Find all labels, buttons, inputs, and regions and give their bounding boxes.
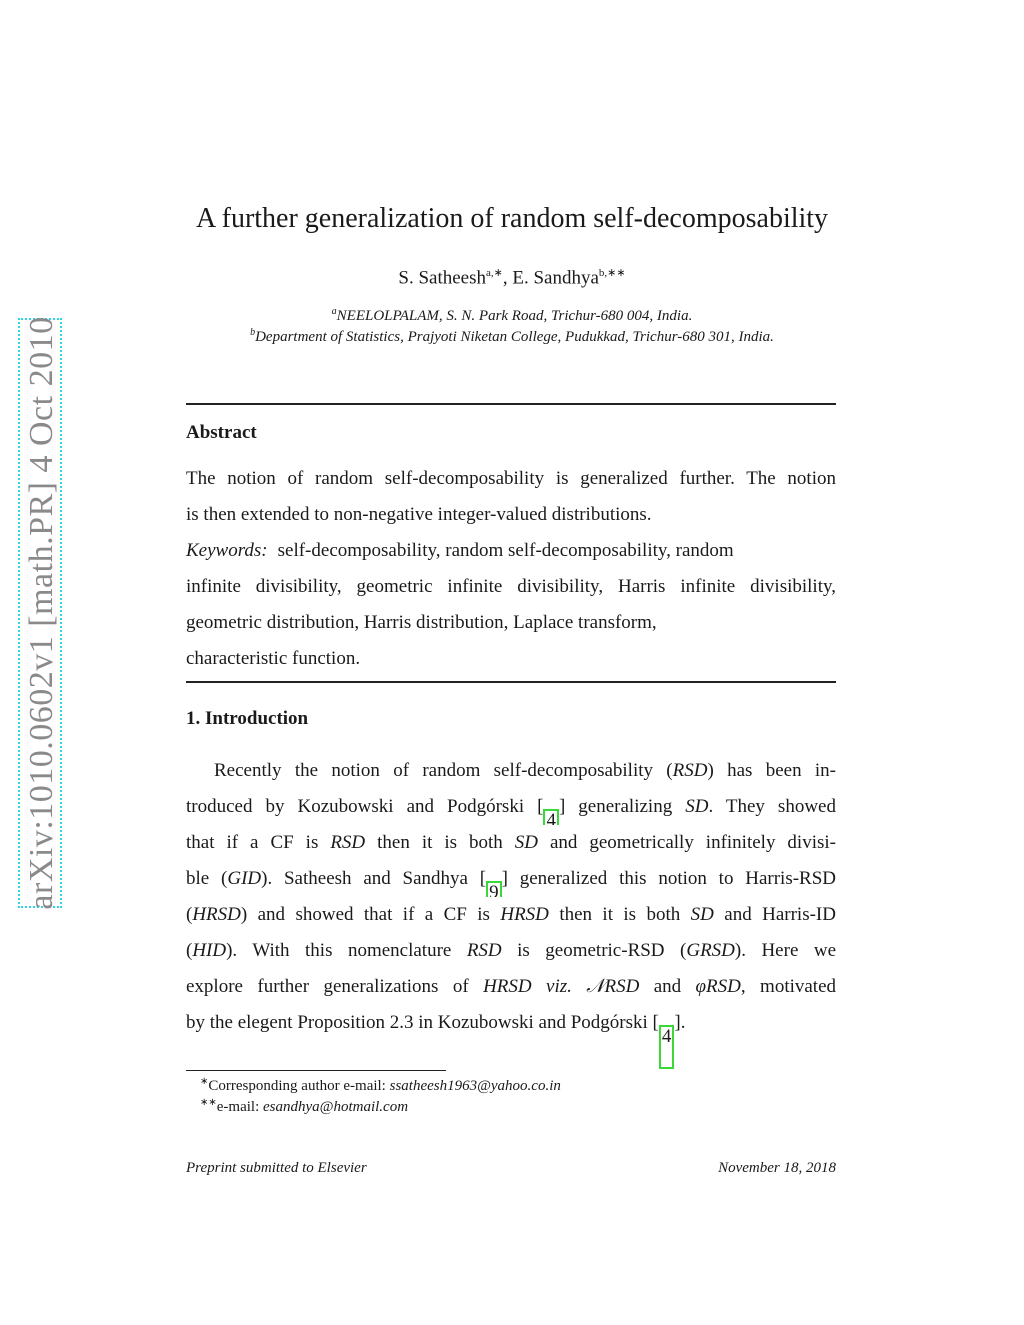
intro-text: by the elegent Proposition 2.3 in Kozubowski and Podgórski <box>186 1012 653 1033</box>
footnote-rule <box>186 1070 446 1071</box>
math-symbol: HRSD <box>192 904 241 925</box>
author-2-marks: b,∗∗ <box>598 267 626 279</box>
keywords-line-2: infinite divisibility, geometric infinite divisibility, Harris infinite divisibility, <box>186 576 836 597</box>
keywords-line-4: characteristic function. <box>186 648 361 669</box>
intro-line-5 <box>186 897 836 933</box>
intro-text: , motivated <box>740 976 836 997</box>
intro-text: explore further generalizations of <box>186 976 484 997</box>
intro-text: ). With this nomenclature <box>226 940 467 961</box>
abstract-line-2: is then extended to non-negative integer-valued distributions. <box>186 504 652 525</box>
footnote-2-label: e-mail: <box>216 1099 263 1115</box>
intro-text: generalizing <box>565 796 686 817</box>
keywords-line-1 <box>186 533 836 569</box>
intro-text: and geometrically infinitely divisi- <box>537 832 836 853</box>
preprint-date: November 18, 2018 <box>718 1160 836 1176</box>
section-heading-introduction: 1. Introduction <box>186 708 309 729</box>
author-1: S. Satheesh <box>398 267 486 289</box>
introduction-body <box>186 753 836 1047</box>
intro-text: ble ( <box>186 868 228 889</box>
affiliation-b-text: Department of Statistics, Prajyoti Niketan College, Pudukkad, Trichur-680 301, India. <box>255 329 774 345</box>
affiliation-b <box>0 327 1024 346</box>
affiliation-a-mark: a <box>331 306 337 317</box>
intro-text: ). Satheesh and Sandhya <box>261 868 480 889</box>
footnote-email <box>200 1097 408 1116</box>
math-symbol: RSD <box>330 832 366 853</box>
intro-text: . <box>680 1012 686 1033</box>
footnote-1-mark: ∗ <box>200 1076 209 1087</box>
intro-text: ) and showed that if a CF is <box>240 904 501 925</box>
corresponding-email-link[interactable]: ssatheesh1963@yahoo.co.in <box>389 1078 561 1094</box>
abstract-top-rule <box>186 403 836 405</box>
intro-line-4: ble (GID). Satheesh and Sandhya [9] generalized this notion to Harris-RSD <box>186 861 836 897</box>
authors <box>0 266 1024 289</box>
arxiv-identifier: arXiv:1010.0602v1 [math.PR] 4 Oct 2010 <box>23 316 60 910</box>
author-2: E. Sandhya <box>512 267 599 289</box>
math-symbol: RSD <box>672 760 708 781</box>
footnote-corresponding <box>200 1076 561 1095</box>
affiliation-b-mark: b <box>250 327 256 338</box>
intro-text: that if a CF is <box>186 832 331 853</box>
math-symbol: RSD <box>466 940 502 961</box>
intro-text: then it is both <box>365 832 515 853</box>
intro-text: ) has been in- <box>707 760 836 781</box>
keywords-line-3: geometric distribution, Harris distribution, Laplace transform, <box>186 612 657 633</box>
citation-link-4[interactable]: 4 <box>543 809 559 825</box>
abstract-heading: Abstract <box>186 422 257 443</box>
intro-text: and Harris-ID <box>713 904 836 925</box>
preprint-note: Preprint submitted to Elsevier <box>186 1160 367 1176</box>
math-symbol: φRSD <box>695 976 741 997</box>
math-symbol: HID <box>192 940 227 961</box>
intro-text: . They showed <box>708 796 836 817</box>
math-symbol: HRSD viz. 𝒩RSD <box>483 976 640 997</box>
intro-text: then it is both <box>548 904 691 925</box>
author-separator: , <box>502 267 513 289</box>
paper-title: A further generalization of random self-decomposability <box>195 203 829 234</box>
abstract-line-1: The notion of random self-decomposability is generalized further. The notion <box>186 468 836 489</box>
affiliation-a <box>0 306 1024 325</box>
affiliation-a-text: NEELOLPALAM, S. N. Park Road, Trichur-680 004, India. <box>336 308 693 324</box>
math-symbol: GRSD <box>686 940 735 961</box>
keywords-text-1: self-decomposability, random self-decomposability, random <box>277 540 734 561</box>
math-symbol: SD <box>685 796 709 817</box>
math-symbol: GID <box>227 868 262 889</box>
footnote-1-label: Corresponding author e-mail: <box>208 1078 390 1094</box>
intro-text: ). Here we <box>734 940 836 961</box>
intro-line-3 <box>186 825 836 861</box>
author-1-marks: a,∗ <box>486 267 503 279</box>
abstract-bottom-rule <box>186 681 836 683</box>
intro-text: Recently the notion of random self-decomposability ( <box>214 760 673 781</box>
abstract-body <box>186 461 836 677</box>
intro-text: ( <box>186 940 193 961</box>
intro-line-6 <box>186 933 836 969</box>
intro-line-1 <box>186 753 836 789</box>
citation-link-9[interactable]: 9 <box>486 881 502 897</box>
intro-line-8: by the elegent Proposition 2.3 in Kozubowski and Podgórski [4]. <box>186 1005 836 1041</box>
intro-text: generalized this notion to Harris-RSD <box>507 868 836 889</box>
math-symbol: SD <box>690 904 714 925</box>
intro-text: ( <box>186 904 193 925</box>
intro-text: troduced by Kozubowski and Podgórski <box>186 796 538 817</box>
intro-line-2: troduced by Kozubowski and Podgórski [4] generalizing SD. They showed <box>186 789 836 825</box>
footnote-2-mark: ∗∗ <box>200 1097 217 1108</box>
keywords-label: Keywords: <box>186 540 268 561</box>
intro-text: is geometric-RSD ( <box>501 940 687 961</box>
intro-text: and <box>639 976 696 997</box>
citation-link-4b[interactable]: 4 <box>659 1025 675 1069</box>
coauthor-email-link[interactable]: esandhya@hotmail.com <box>263 1099 409 1115</box>
math-symbol: SD <box>514 832 538 853</box>
intro-line-7 <box>186 969 836 1005</box>
math-symbol: HRSD <box>500 904 549 925</box>
